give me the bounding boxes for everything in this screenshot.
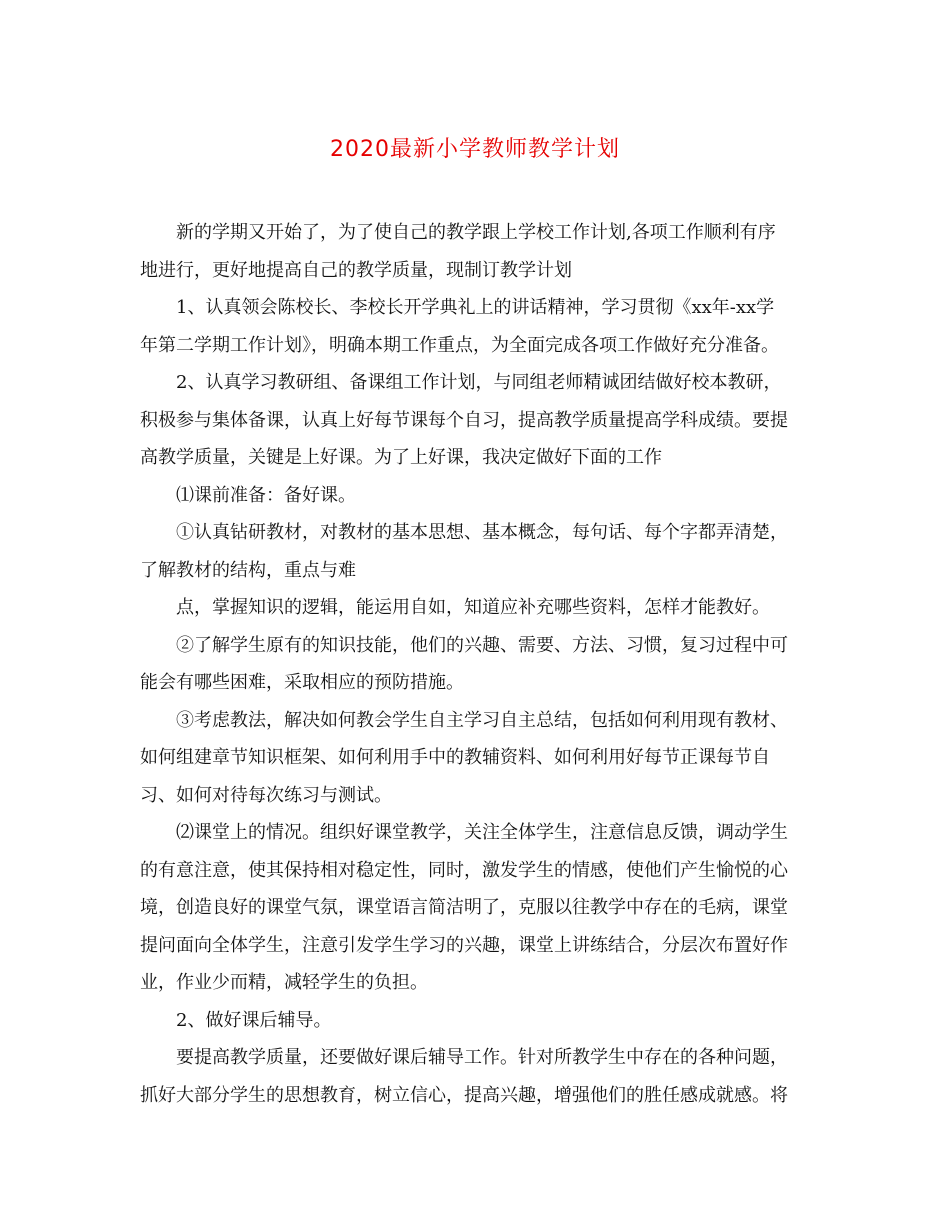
text-line: ②了解学生原有的知识技能，他们的兴趣、需要、方法、习惯，复习过程中可 [176, 634, 788, 656]
text-line: ①认真钻研教材，对教材的基本思想、基本概念，每句话、每个字都弄清楚， [176, 522, 788, 543]
text-line: 年第二学期工作计划》，明确本期工作重点，为全面完成各项工作做好充分准备。 [140, 334, 779, 356]
text-line: 的有意注意，使其保持相对稳定性，同时，激发学生的情感，使他们产生愉悦的心 [140, 859, 788, 881]
text-line: 提问面向全体学生，注意引发学生学习的兴趣，课堂上讲练结合，分层次布置好作 [140, 934, 788, 956]
text-line: ⑵课堂上的情况。组织好课堂教学，关注全体学生，注意信息反馈，调动学生 [176, 822, 788, 843]
text-line: ⑴课前准备：备好课。 [176, 484, 356, 506]
text-line: 习、如何对待每次练习与测试。 [140, 784, 392, 806]
text-line: 业，作业少而精，减轻学生的负担。 [140, 972, 428, 993]
text-line: 要提高教学质量，还要做好课后辅导工作。针对所教学生中存在的各种问题， [176, 1047, 788, 1068]
text-line: 高教学质量，关键是上好课。为了上好课，我决定做好下面的工作 [140, 447, 662, 468]
text-line: 1、认真领会陈校长、李校长开学典礼上的讲话精神，学习贯彻《xx年-xx学 [176, 297, 775, 318]
text-line: 积极参与集体备课，认真上好每节课每个自习，提高教学质量提高学科成绩。要提 [140, 409, 788, 431]
text-line: 抓好大部分学生的思想教育，树立信心，提高兴趣，增强他们的胜任感成就感。将 [140, 1084, 788, 1106]
text-line: 新的学期又开始了，为了使自己的教学跟上学校工作计划,各项工作顺利有序 [176, 222, 776, 243]
text-line: 地进行，更好地提高自己的教学质量，现制订教学计划 [140, 259, 572, 281]
text-line: 2、做好课后辅导。 [176, 1009, 332, 1031]
text-line: ③考虑教法，解决如何教会学生自主学习自主总结，包括如何利用现有教材、 [176, 709, 788, 731]
document-title: 2020最新小学教师教学计划 [330, 137, 620, 162]
text-line: 点，掌握知识的逻辑，能运用自如，知道应补充哪些资料，怎样才能教好。 [176, 597, 770, 618]
text-line: 能会有哪些困难，采取相应的预防措施。 [140, 672, 464, 693]
text-line: 如何组建章节知识框架、如何利用手中的教辅资料、如何利用好每节正课每节自 [140, 747, 770, 768]
text-line: 境，创造良好的课堂气氛，课堂语言简洁明了，克服以往教学中存在的毛病，课堂 [140, 897, 788, 918]
text-line: 了解教材的结构，重点与难 [140, 559, 356, 581]
document-body [140, 214, 812, 1114]
text-line: 2、认真学习教研组、备课组工作计划，与同组老师精诚团结做好校本教研， [176, 372, 782, 393]
